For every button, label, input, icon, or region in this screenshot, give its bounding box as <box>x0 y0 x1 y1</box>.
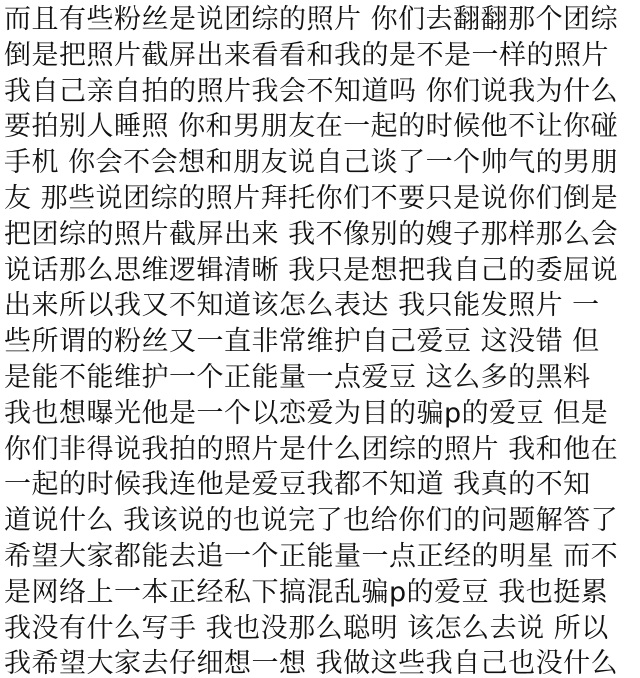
text-line-2: 倒是把照片截屏出来看看和我的是不是一样的照片 <box>4 39 609 71</box>
text-line-7: 把团综的照片截屏出来 我不像别的嫂子那样那么会 <box>4 218 619 250</box>
text-line-15: 道说什么 我该说的也说完了也给你们的问题解答了 <box>4 505 619 537</box>
text-line-18: 我没有什么写手 我也没那么聪明 该怎么去说 所以 <box>4 612 609 644</box>
text-line-8: 说话那么思维逻辑清晰 我只是想把我自己的委屈说 <box>4 254 619 286</box>
text-line-12: 我也想曝光他是一个以恋爱为目的骗p的爱豆 但是 <box>4 397 609 429</box>
text-line-9: 出来所以我又不知道该怎么表达 我只能发照片 一 <box>4 290 600 322</box>
text-line-5: 手机 你会不会想和朋友说自己谈了一个帅气的男朋 <box>4 147 619 179</box>
text-line-10: 些所谓的粉丝又一直非常维护自己爱豆 这没错 但 <box>4 326 600 358</box>
text-line-17: 是网络上一本正经私下搞混乱骗p的爱豆 我也挺累 <box>4 576 609 608</box>
text-line-13: 你们非得说我拍的照片是什么团综的照片 我和他在 <box>4 433 619 465</box>
text-line-6: 友 那些说团综的照片拜托你们不要只是说你们倒是 <box>4 182 619 214</box>
text-line-14: 一起的时候我连他是爱豆我都不知道 我真的不知 <box>4 469 591 501</box>
text-line-1: 而且有些粉丝是说团综的照片 你们去翻翻那个团综 <box>4 4 619 35</box>
text-line-16: 希望大家都能去追一个正能量一点正经的明星 而不 <box>4 540 619 572</box>
text-line-19: 我希望大家去仔细想一想 我做这些我自己也没什么 <box>4 648 619 678</box>
text-block <box>4 0 636 678</box>
text-line-3: 我自己亲自拍的照片我会不知道吗 你们说我为什么 <box>4 75 619 107</box>
text-line-11: 是能不能维护一个正能量一点爱豆 这么多的黑料 <box>4 361 591 393</box>
text-line-4: 要拍别人睡照 你和男朋友在一起的时候他不让你碰 <box>4 111 619 143</box>
